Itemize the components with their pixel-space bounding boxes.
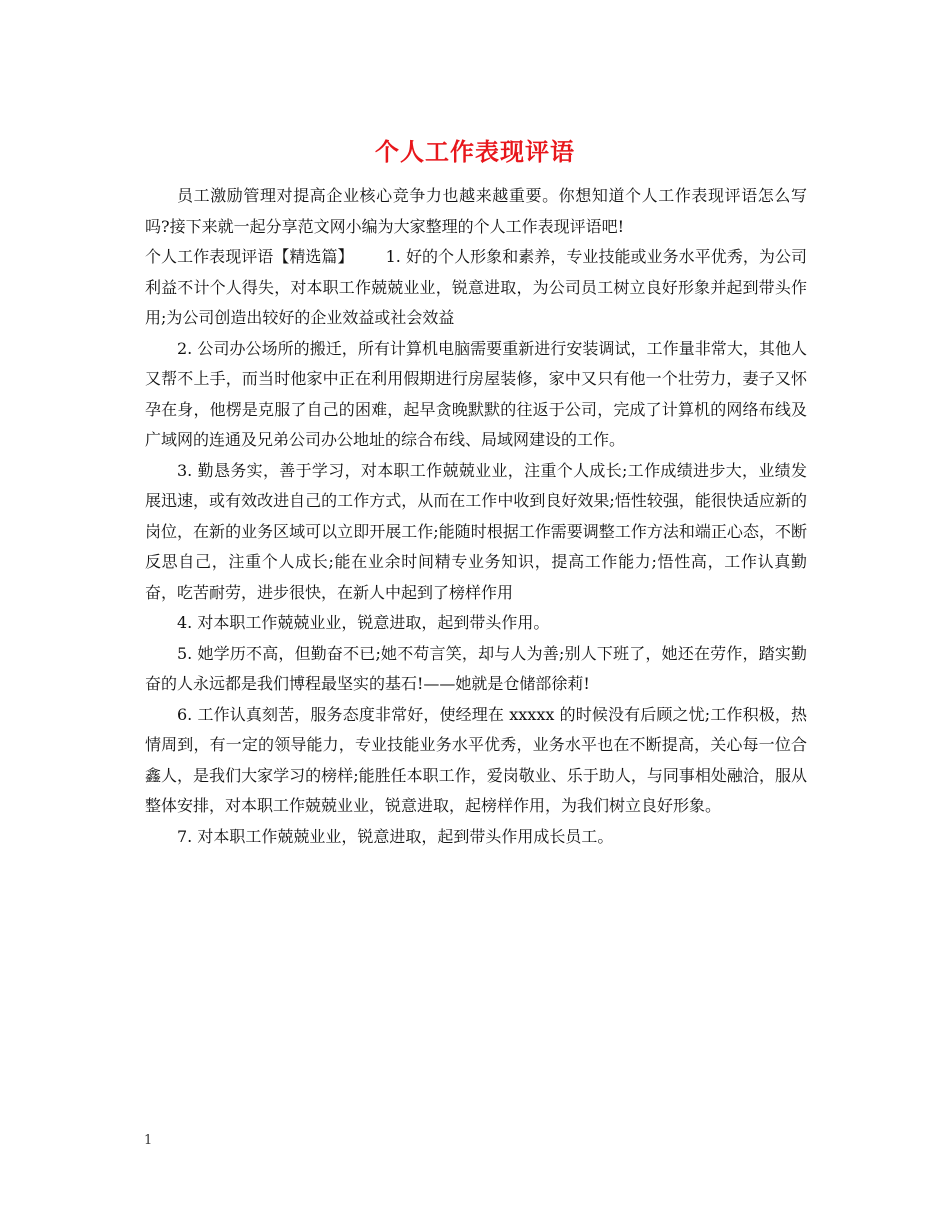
document-title: 个人工作表现评语 bbox=[375, 137, 575, 166]
list-item-7: 7. 对本职工作兢兢业业，锐意进取，起到带头作用成长员工。 bbox=[177, 826, 614, 846]
section-heading: 个人工作表现评语【精选篇】 bbox=[145, 247, 354, 266]
intro-paragraph: 员工激励管理对提高企业核心竞争力也越来越重要。你想知道个人工作表现评语怎么写吗?接下来就一起分享范文网小编为大家整理的个人工作表现评语吧! bbox=[145, 186, 807, 236]
page-number: 1 bbox=[144, 1133, 153, 1148]
list-item-4: 4. 对本职工作兢兢业业，锐意进取，起到带头作用。 bbox=[177, 613, 550, 632]
list-item-3: 3. 勤恳务实，善于学习，对本职工作兢兢业业，注重个人成长;工作成绩进步大，业绩发展迅速，或有效改进自己的工作方式，从而在工作中收到良好效果;悟性较强，能很快适应新的岗位，在新的业务区域可以立即开展工作;能随时根据工作需要调整工作方法和端正心态，不断反思自己，注重个人成长;能在业余时间精专业务知识，提高工作能力;悟性高，工作认真勤奋，吃苦耐劳，进步很快，在新人中起到了榜样作用 bbox=[145, 460, 807, 602]
list-item-5: 5. 她学历不高，但勤奋不已;她不苟言笑，却与人为善;别人下班了，她还在劳作，踏实勤奋的人永远都是我们博程最坚实的基石!——她就是仓储部徐莉! bbox=[145, 643, 807, 693]
document-body bbox=[145, 181, 807, 852]
list-item-6: 6. 工作认真刻苦，服务态度非常好，使经理在 xxxxx 的时候没有后顾之忧;工作积极，热情周到，有一定的领导能力，专业技能业务水平优秀，业务水平也在不断提高，关心每一位合鑫人，是我们大家学习的榜样;能胜任本职工作，爱岗敬业、乐于助人，与同事相处融洽，服从整体安排，对本职工作兢兢业业，锐意进取，起榜样作用，为我们树立良好形象。 bbox=[145, 704, 807, 815]
list-item-2: 2. 公司办公场所的搬迁，所有计算机电脑需要重新进行安装调试，工作量非常大，其他人又帮不上手，而当时他家中正在利用假期进行房屋装修，家中又只有他一个壮劳力，妻子又怀孕在身，他楞是克服了自己的困难，起早贪晚默默的往返于公司，完成了计算机的网络布线及广域网的连通及兄弟公司办公地址的综合布线、局域网建设的工作。 bbox=[145, 338, 807, 449]
section-heading-paragraph bbox=[145, 242, 807, 334]
list-item-1: 1. 好的个人形象和素养，专业技能或业务水平优秀，为公司利益不计个人得失，对本职工作兢兢业业，锐意进取，为公司员工树立良好形象并起到带头作用;为公司创造出较好的企业效益或社会效益 bbox=[145, 247, 807, 327]
